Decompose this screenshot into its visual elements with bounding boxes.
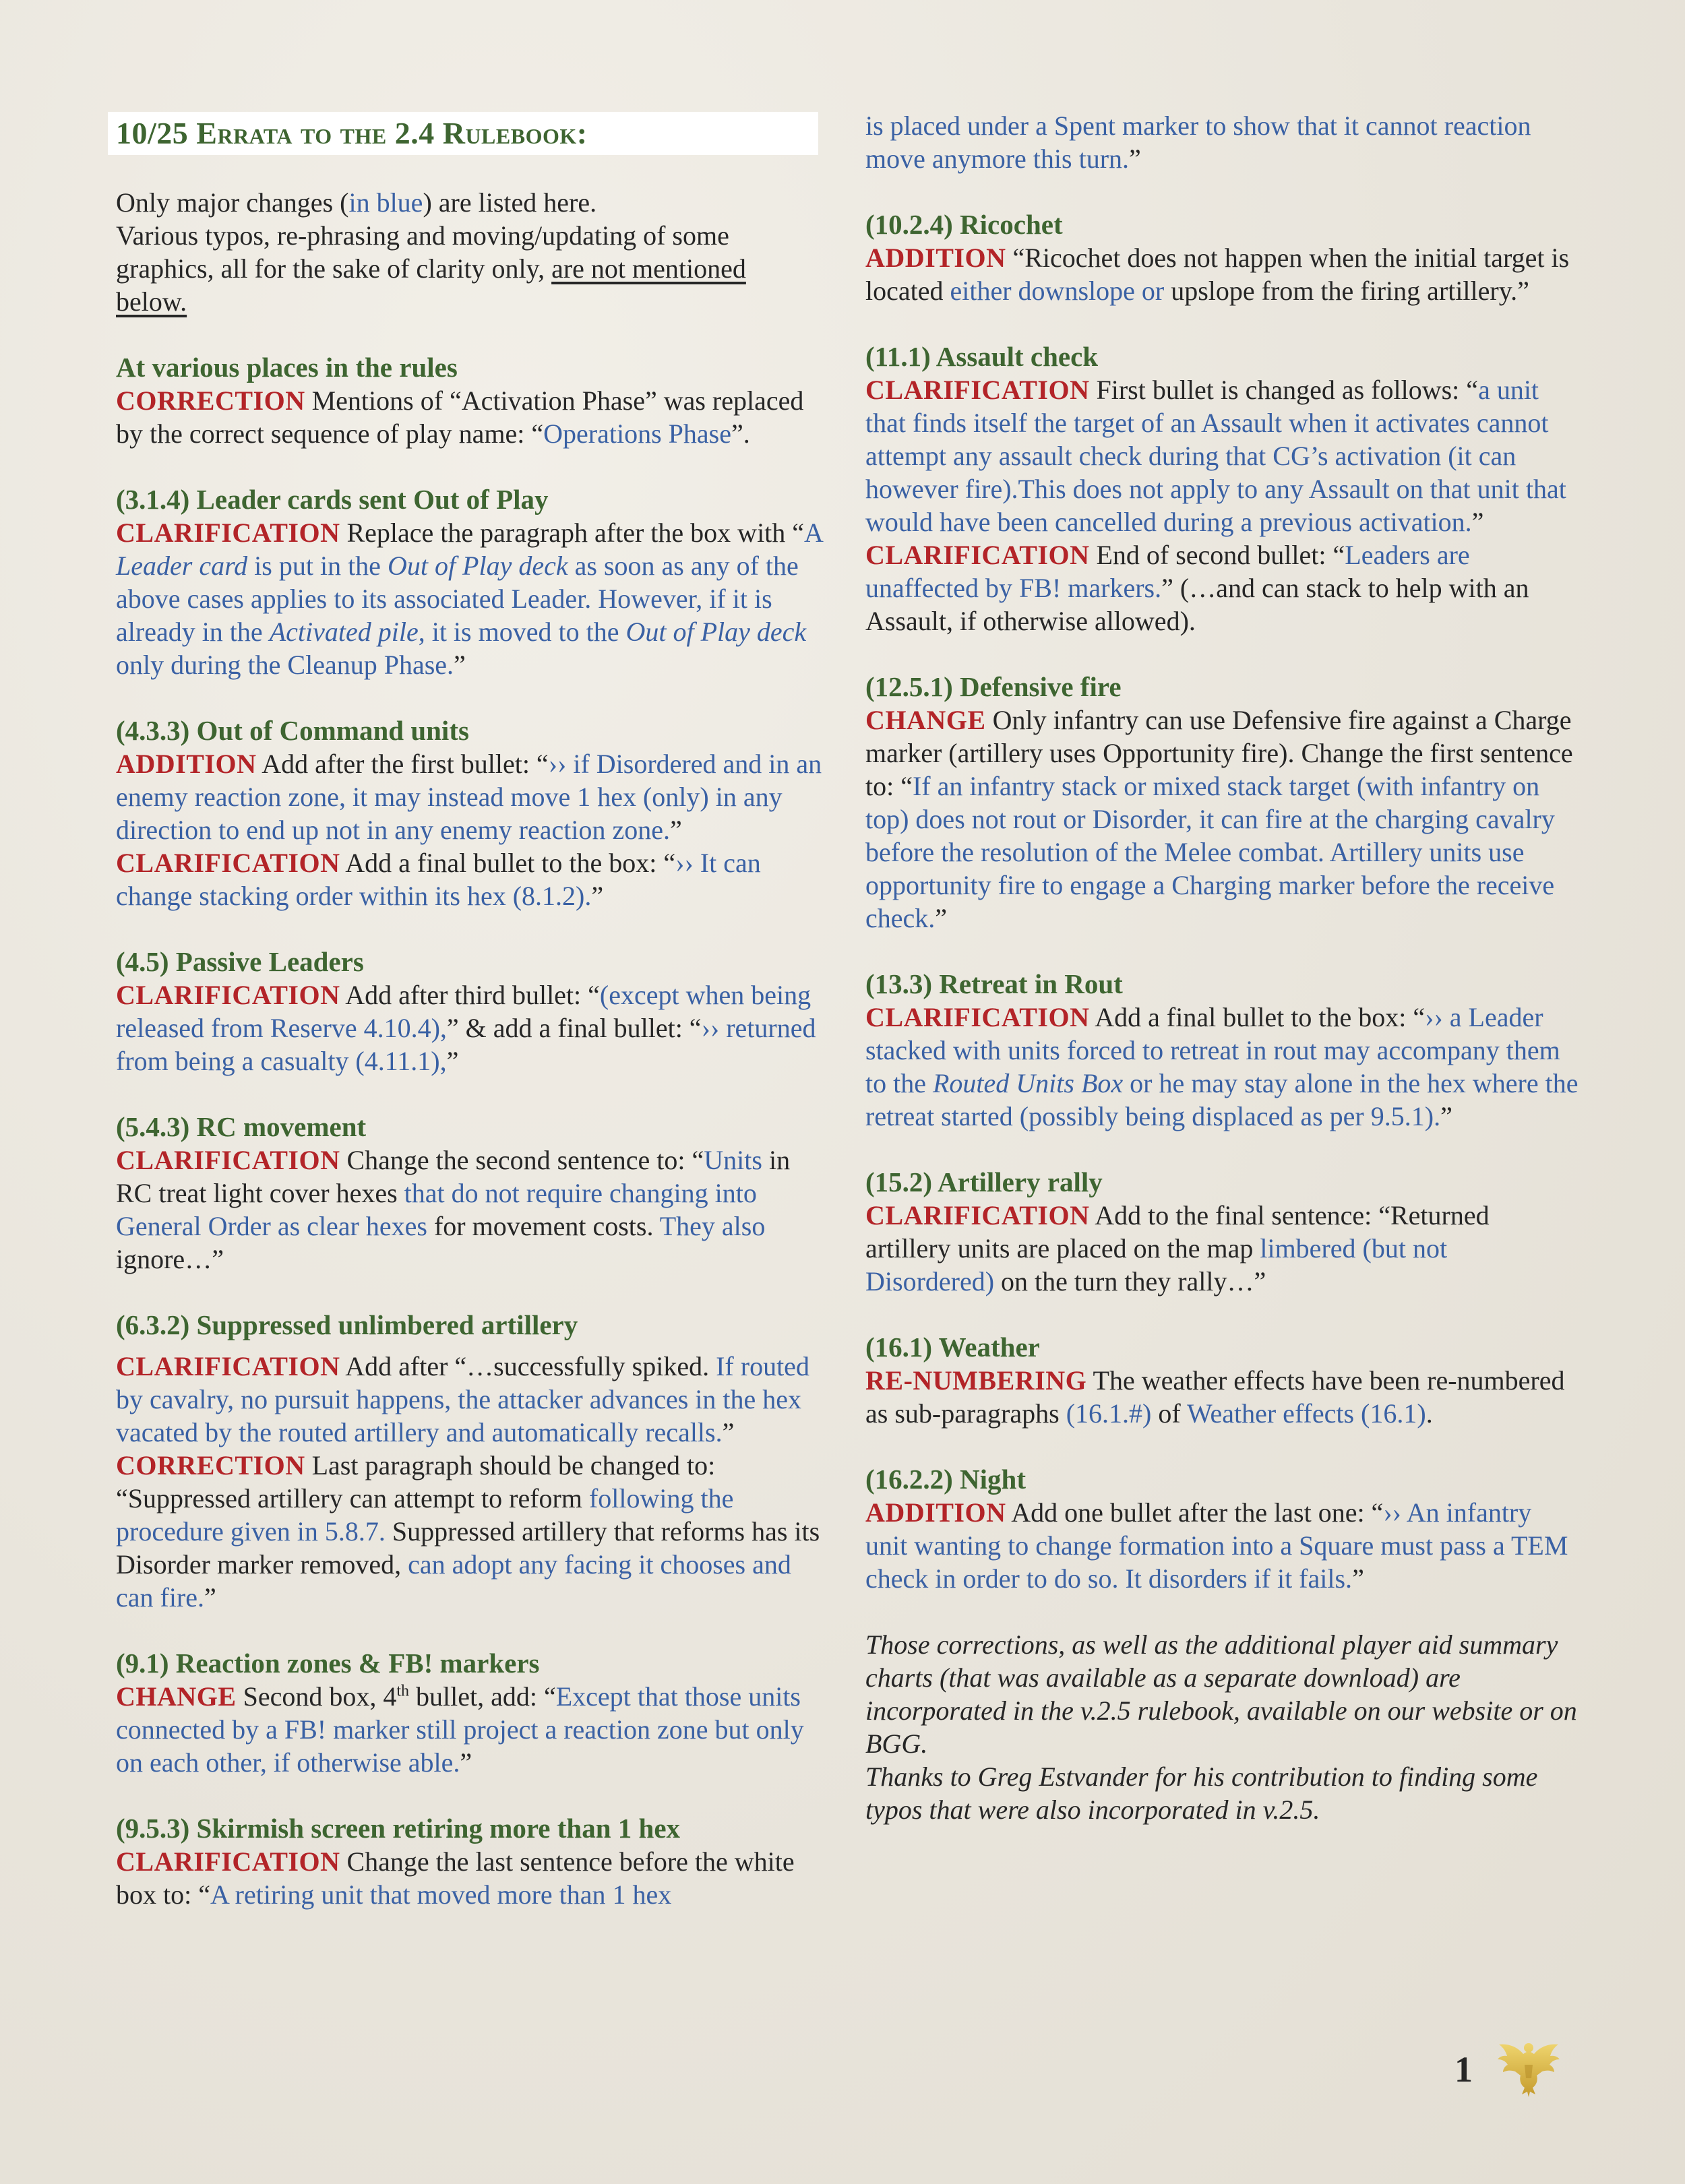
section-5-4-3: (5.4.3) RC movement CLARIFICATION Change the second sentence to: “Units in RC treat light cover hexes that do not require changing into General Order as clear hexes for movement costs. They also ignore…”	[116, 1111, 824, 1276]
section-11-1: (11.1) Assault check CLARIFICATION First bullet is changed as follows: “a unit that finds itself the target of an Assault when it activates cannot attempt any assault check during that CG’s activation (it can however fire).This does not apply to any Assault on that unit that would have been cancelled during a previous activation.” CLARIFICATION End of second bullet: “Leaders are unaffected by FB! markers.” (…and can stack to help with an Assault, if otherwise allowed).	[865, 340, 1580, 637]
closing-note	[865, 1628, 1580, 1826]
section-heading: (10.2.4) Ricochet	[865, 209, 1063, 240]
section-heading: (9.1) Reaction zones & FB! markers	[116, 1648, 540, 1679]
keyword-label: CLARIFICATION	[116, 1846, 340, 1877]
keyword-label: CORRECTION	[116, 1450, 305, 1480]
closing-paragraph: Those corrections, as well as the additional player aid summary charts (that was available as a separate download) are incorporated in the v.2.5 rulebook, available on our website or on BGG.	[865, 1629, 1577, 1759]
section-16-2-2: (16.2.2) Night ADDITION Add one bullet after the last one: “›› An infantry unit wanting to change formation into a Square must pass a TEM check in order to do so. It disorders if it fails.”	[865, 1463, 1580, 1595]
title-bar	[108, 112, 818, 155]
section-4-5: (4.5) Passive Leaders CLARIFICATION Add after third bullet: “(except when being released from Reserve 4.10.4),” & add a final bullet: “›› returned from being a casualty (4.11.1),”	[116, 945, 824, 1078]
section-9-5-3-continued: is placed under a Spent marker to show that it cannot reaction move anymore this turn.”	[865, 111, 1531, 174]
section-6-3-2: (6.3.2) Suppressed unlimbered artillery CLARIFICATION Add after “…successfully spiked. If routed by cavalry, no pursuit happens, the attacker advances in the hex vacated by the routed artillery and automatically recalls.” CORRECTION Last paragraph should be changed to: “Suppressed artillery can attempt to reform following the procedure given in 5.8.7. Suppressed artillery that reforms has its Disorder marker removed, can adopt any facing it chooses and can fire.”	[116, 1309, 824, 1614]
section-9-1: (9.1) Reaction zones & FB! markers CHANGE Second box, 4th bullet, add: “Except that those units connected by a FB! marker still project a reaction zone but only on each other, if otherwise able.”	[116, 1647, 824, 1779]
eagle-emblem-icon	[1495, 2038, 1562, 2100]
keyword-label: CLARIFICATION	[865, 1002, 1090, 1032]
keyword-label: CORRECTION	[116, 385, 305, 416]
page-title: 10/25 Errata to the 2.4 Rulebook:	[116, 116, 588, 150]
keyword-label: CLARIFICATION	[865, 540, 1090, 570]
section-heading: (12.5.1) Defensive fire	[865, 671, 1122, 702]
section-3-1-4: (3.1.4) Leader cards sent Out of Play CLARIFICATION Replace the paragraph after the box with “A Leader card is put in the Out of Play deck as soon as any of the above cases applies to its associated Leader. However, if it is already in the Activated pile, it is moved to the Out of Play deck only during the Cleanup Phase.”	[116, 483, 824, 681]
keyword-label: CLARIFICATION	[116, 1145, 340, 1175]
keyword-label: CLARIFICATION	[865, 375, 1090, 405]
section-heading: (9.5.3) Skirmish screen retiring more than 1 hex	[116, 1813, 681, 1844]
keyword-label: CHANGE	[865, 705, 986, 735]
section-13-3: (13.3) Retreat in Rout CLARIFICATION Add a final bullet to the box: “›› a Leader stacked with units forced to retreat in rout may accompany them to the Routed Units Box or he may stay alone in the hex where the retreat started (possibly being displaced as per 9.5.1).”	[865, 968, 1580, 1133]
section-heading: (3.1.4) Leader cards sent Out of Play	[116, 484, 549, 515]
section-9-5-3: (9.5.3) Skirmish screen retiring more than 1 hex CLARIFICATION Change the last sentence before the white box to: “A retiring unit that moved more than 1 hex	[116, 1812, 824, 1911]
keyword-label: ADDITION	[116, 749, 257, 779]
keyword-label: RE-NUMBERING	[865, 1365, 1087, 1396]
section-4-3-3: (4.3.3) Out of Command units ADDITION Add after the first bullet: “›› if Disordered and in an enemy reaction zone, it may instead move 1 hex (only) in any direction to end up not in any enemy reaction zone.” CLARIFICATION Add a final bullet to the box: “›› It can change stacking order within its hex (8.1.2).”	[116, 714, 824, 912]
keyword-label: CLARIFICATION	[865, 1200, 1090, 1230]
keyword-label: CHANGE	[116, 1681, 237, 1712]
keyword-label: ADDITION	[865, 243, 1006, 273]
section-various-places: At various places in the rules CORRECTION Mentions of “Activation Phase” was replaced by the correct sequence of play name: “Operations Phase”.	[116, 351, 824, 450]
section-12-5-1: (12.5.1) Defensive fire CHANGE Only infantry can use Defensive fire against a Charge marker (artillery uses Opportunity fire). Change the first sentence to: “If an infantry stack or mixed stack target (with infantry on top) does not rout or Disorder, it can fire at the charging cavalry before the resolution of the Melee combat. Artillery units use opportunity fire to engage a Charging marker before the receive check.”	[865, 670, 1580, 935]
section-16-1: (16.1) Weather RE-NUMBERING The weather effects have been re-numbered as sub-paragraphs (16.1.#) of Weather effects (16.1).	[865, 1331, 1580, 1430]
intro-line-1: Only major changes (in blue) are listed here.	[116, 187, 597, 218]
section-heading: (5.4.3) RC movement	[116, 1111, 367, 1142]
section-10-2-4: (10.2.4) Ricochet ADDITION “Ricochet does not happen when the initial target is located either downslope or upslope from the firing artillery.”	[865, 208, 1580, 307]
thanks-paragraph: Thanks to Greg Estvander for his contribution to finding some typos that were also incorporated in v.2.5.	[865, 1761, 1538, 1825]
section-heading: (16.2.2) Night	[865, 1464, 1027, 1495]
keyword-label: CLARIFICATION	[116, 848, 340, 878]
right-column	[865, 109, 1580, 1826]
section-heading: (11.1) Assault check	[865, 341, 1099, 372]
keyword-label: CLARIFICATION	[116, 518, 340, 548]
intro-line-2: Various typos, re-phrasing and moving/updating of some graphics, all for the sake of clarity only, are not mentioned below.	[116, 220, 746, 317]
section-heading: (4.3.3) Out of Command units	[116, 715, 469, 746]
keyword-label: CLARIFICATION	[116, 1351, 340, 1381]
keyword-label: ADDITION	[865, 1497, 1006, 1528]
section-heading: (15.2) Artillery rally	[865, 1166, 1103, 1197]
left-column	[116, 112, 824, 1944]
section-heading: At various places in the rules	[116, 352, 458, 383]
section-heading: (6.3.2) Suppressed unlimbered artillery	[116, 1309, 578, 1340]
section-15-2: (15.2) Artillery rally CLARIFICATION Add to the final sentence: “Returned artillery units are placed on the map limbered (but not Disordered) on the turn they rally…”	[865, 1166, 1580, 1298]
keyword-label: CLARIFICATION	[116, 980, 340, 1010]
intro	[116, 186, 824, 318]
section-heading: (4.5) Passive Leaders	[116, 946, 364, 977]
section-heading: (16.1) Weather	[865, 1332, 1040, 1363]
section-heading: (13.3) Retreat in Rout	[865, 968, 1123, 999]
page-number: 1	[1454, 2049, 1473, 2090]
